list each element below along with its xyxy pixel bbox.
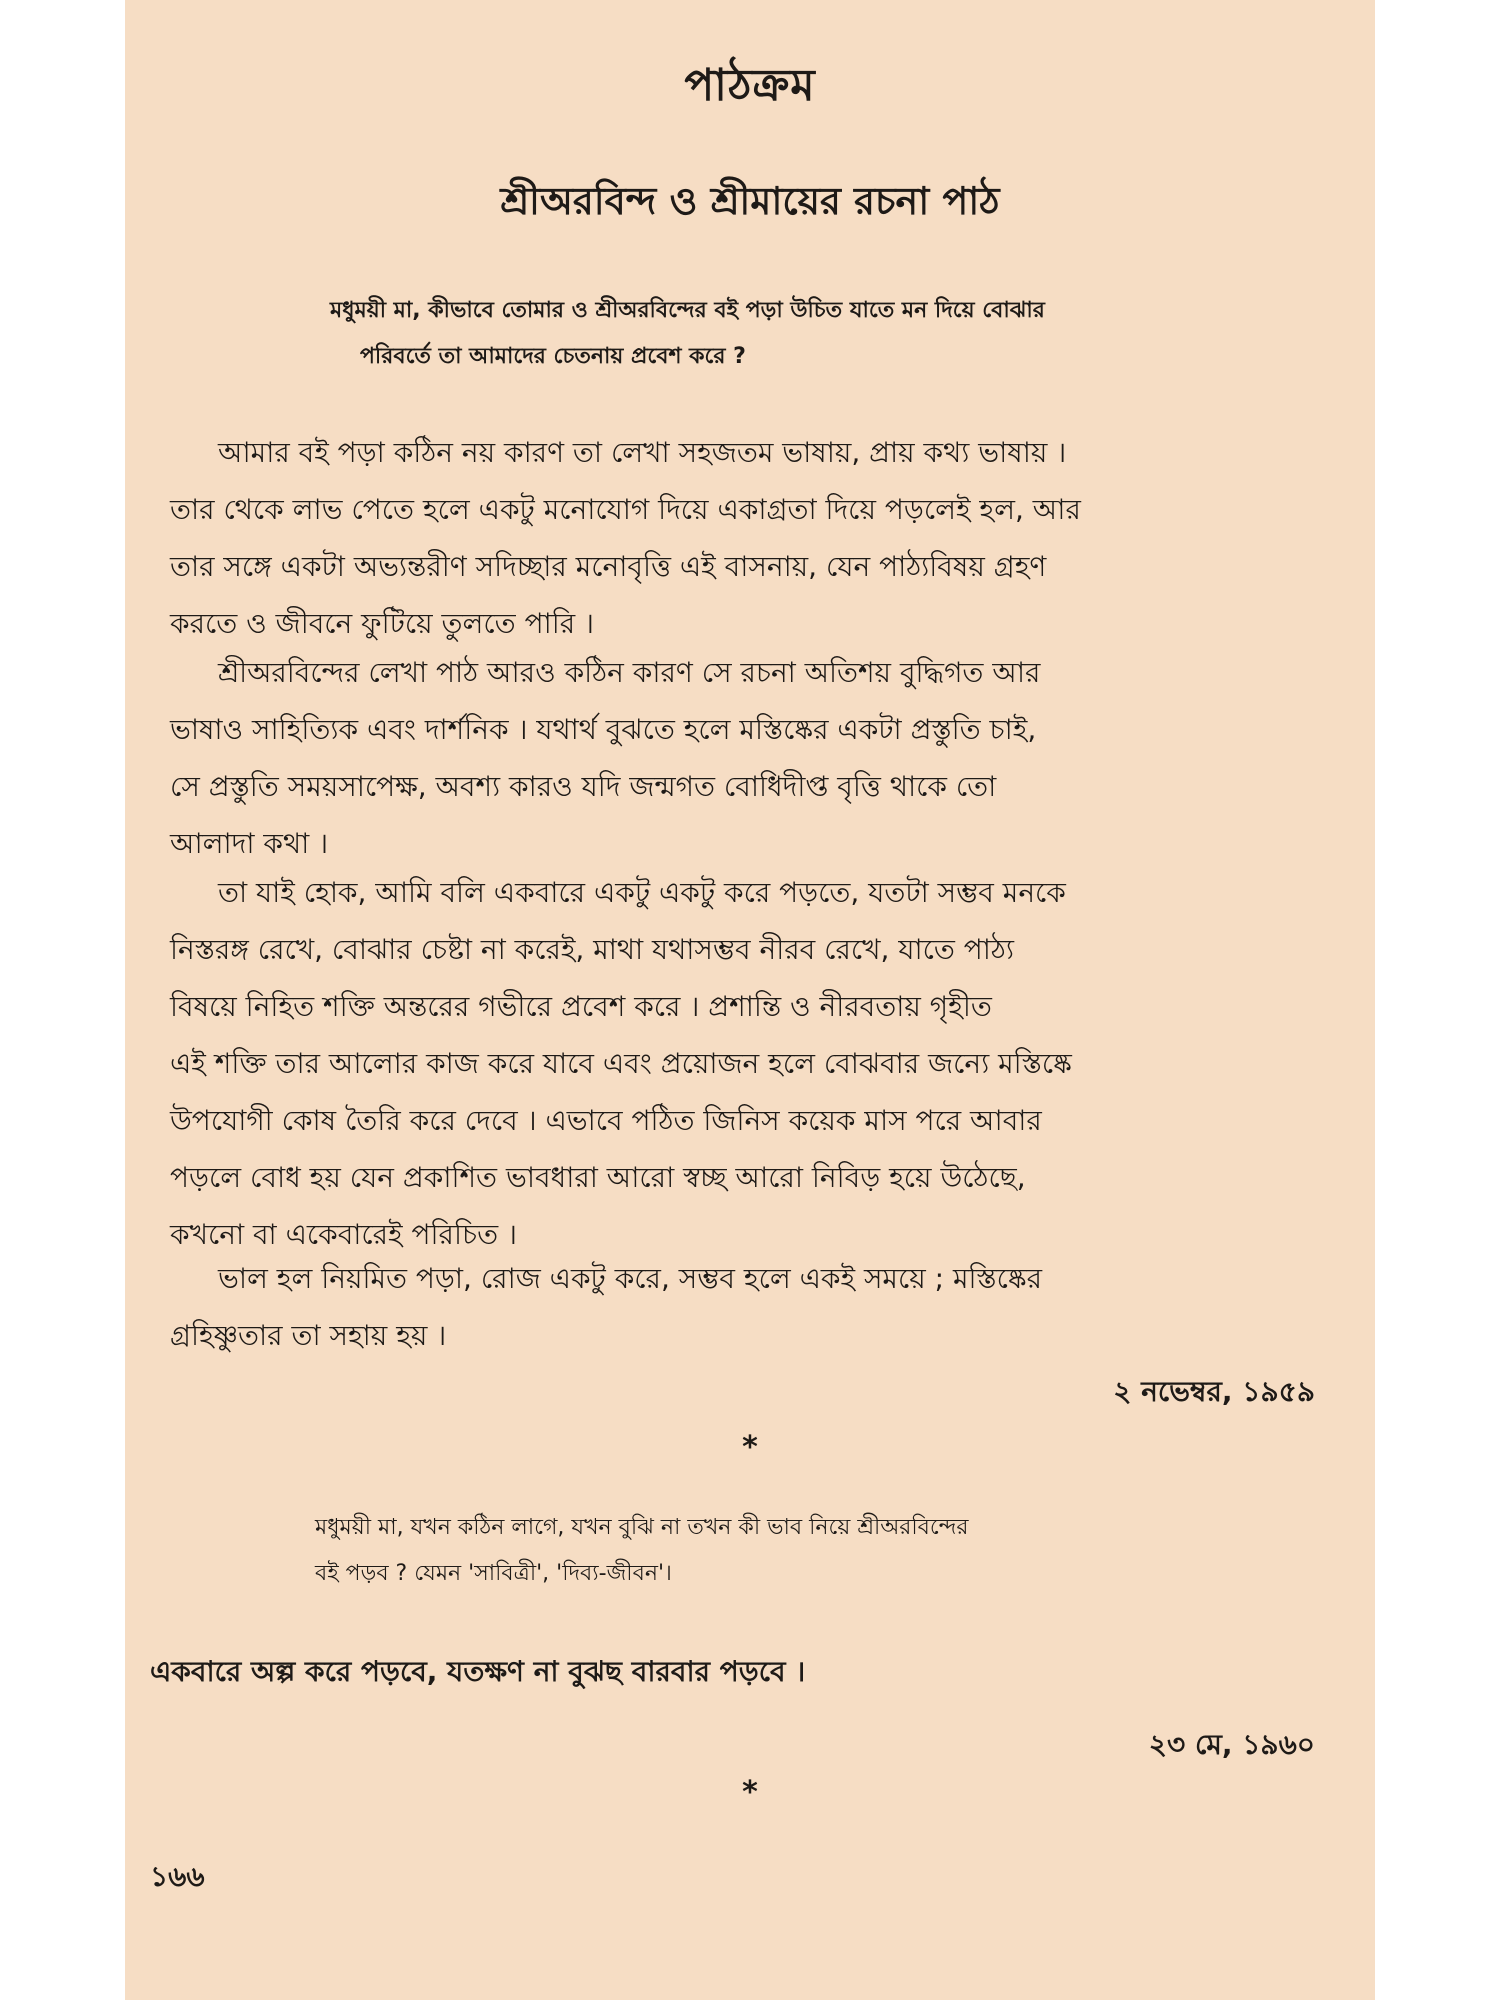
question-1-line: মধুময়ী মা, কীভাবে তোমার ও শ্রীঅরবিন্দের বই পড়া উচিত যাতে মন দিয়ে বোঝার: [330, 298, 1045, 323]
paragraph-line: নিস্তরঙ্গ রেখে, বোঝার চেষ্টা না করেই, মাথা যথাসম্ভব নীরব রেখে, যাতে পাঠ্য: [170, 933, 1014, 966]
question-2-line: মধুময়ী মা, যখন কঠিন লাগে, যখন বুঝি না তখন কী ভাব নিয়ে শ্রীঅরবিন্দের: [315, 1515, 969, 1540]
paragraph-line: ভাল হল নিয়মিত পড়া, রোজ একটু করে, সম্ভব হলে একই সময়ে ; মস্তিষ্কের: [218, 1262, 1043, 1295]
paragraph-line: তার সঙ্গে একটা অভ্যন্তরীণ সদিচ্ছার মনোবৃত্তি এই বাসনায়, যেন পাঠ্যবিষয় গ্রহণ: [170, 550, 1047, 583]
book-page: [125, 0, 1375, 2000]
paragraph-line: শ্রীঅরবিন্দের লেখা পাঠ আরও কঠিন কারণ সে রচনা অতিশয় বুদ্ধিগত আর: [218, 656, 1041, 689]
page-number: ১৬৬: [150, 1860, 205, 1893]
date-1: ২ নভেম্বর, ১৯৫৯: [1113, 1375, 1315, 1408]
question-1: [330, 288, 1230, 380]
paragraph-line: গ্রহিষ্ণুতার তা সহায় হয় ।: [170, 1319, 447, 1352]
paragraph-line: পড়লে বোধ হয় যেন প্রকাশিত ভাবধারা আরো স্বচ্ছ আরো নিবিড় হয়ে উঠেছে,: [170, 1161, 1026, 1194]
separator-asterisk: *: [742, 1775, 758, 1810]
paragraph-line: এই শক্তি তার আলোর কাজ করে যাবে এবং প্রয়োজন হলে বোঝবার জন্যে মস্তিষ্কে: [170, 1047, 1072, 1080]
separator-asterisk: *: [742, 1430, 758, 1465]
answer-2: একবারে অল্প করে পড়বে, যতক্ষণ না বুঝছ বারবার পড়বে ।: [150, 1655, 806, 1688]
paragraph-line: বিষয়ে নিহিত শক্তি অন্তরের গভীরে প্রবেশ করে । প্রশান্তি ও নীরবতায় গৃহীত: [170, 990, 992, 1023]
paragraph-line: আমার বই পড়া কঠিন নয় কারণ তা লেখা সহজতম ভাষায়, প্রায় কথ্য ভাষায় ।: [218, 436, 1067, 469]
paragraph-line: তা যাই হোক, আমি বলি একবারে একটু একটু করে পড়তে, যতটা সম্ভব মনকে: [218, 876, 1066, 909]
paragraph-4: [170, 1250, 1290, 1364]
paragraph-2: [170, 644, 1290, 872]
paragraph-line: করতে ও জীবনে ফুটিয়ে তুলতে পারি ।: [170, 607, 595, 640]
section-title: পাঠক্রম: [684, 60, 816, 111]
date-2: ২৩ মে, ১৯৬০: [1148, 1728, 1315, 1761]
paragraph-line: কখনো বা একেবারেই পরিচিত ।: [170, 1218, 517, 1251]
paragraph-line: ভাষাও সাহিত্যিক এবং দার্শনিক । যথার্থ বুঝতে হলে মস্তিষ্কের একটা প্রস্তুতি চাই,: [170, 713, 1037, 746]
page-title: শ্রীঅরবিন্দ ও শ্রীমায়ের রচনা পাঠ: [500, 179, 1000, 223]
paragraph-line: উপযোগী কোষ তৈরি করে দেবে । এভাবে পঠিত জিনিস কয়েক মাস পরে আবার: [170, 1104, 1042, 1137]
question-2-line: বই পড়ব ? যেমন 'সাবিত্রী', 'দিব্য-জীবন'।: [315, 1561, 672, 1586]
question-1-line: পরিবর্তে তা আমাদের চেতনায় প্রবেশ করে ?: [360, 344, 746, 369]
paragraph-1: [170, 424, 1290, 652]
paragraph-line: তার থেকে লাভ পেতে হলে একটু মনোযোগ দিয়ে একাগ্রতা দিয়ে পড়লেই হল, আর: [170, 493, 1081, 526]
paragraph-line: সে প্রস্তুতি সময়সাপেক্ষ, অবশ্য কারও যদি জন্মগত বোধিদীপ্ত বৃত্তি থাকে তো: [170, 770, 997, 803]
paragraph-line: আলাদা কথা ।: [170, 827, 329, 860]
paragraph-3: [170, 864, 1290, 1263]
question-2: [315, 1505, 1255, 1597]
